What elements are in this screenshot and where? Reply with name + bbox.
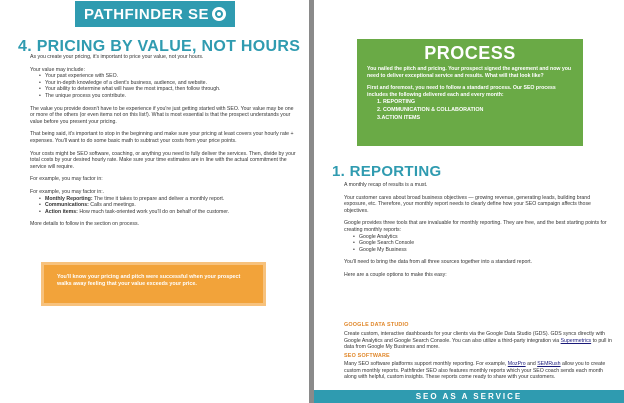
paragraph: Your customer cares about broad business objectives — growing revenue, generating leads, building brand exposure, etc. Therefore, your monthly report needs to clearly define how your SEO campaign affects those objectives. bbox=[344, 194, 591, 214]
factor-label: Communications: bbox=[45, 202, 89, 209]
semrush-link[interactable]: SEMRush bbox=[537, 361, 561, 367]
list-item: • Your in-depth knowledge of a client's business, audience, and website. bbox=[38, 80, 298, 87]
value-intro: Your value may include: bbox=[30, 66, 85, 73]
list-item: • Google My Business bbox=[352, 247, 612, 254]
factor-text: How much task-oriented work you'll do on behalf of the customer. bbox=[79, 208, 230, 215]
gds-text-b: to pull in data from Google My Business and more. bbox=[344, 337, 612, 351]
list-item bbox=[38, 209, 298, 216]
list-item: • Google Search Console bbox=[352, 240, 612, 247]
factor-label: Monthly Reporting: bbox=[45, 195, 93, 202]
paragraph: Your costs might be SEO software, coaching, or anything you need to fully deliver the services. Then, divide by your total costs by your desired hourly rate. Make sure your time estimates are in line with the actual commitment the service will require. bbox=[30, 150, 296, 170]
list-item bbox=[38, 196, 298, 203]
factor-list bbox=[38, 196, 298, 216]
paragraph: For example, you may factor in:. bbox=[30, 188, 105, 195]
process-box bbox=[357, 39, 583, 146]
right-page bbox=[314, 0, 624, 403]
supermetrics-link[interactable]: Supermetrics bbox=[560, 337, 592, 344]
seo-software-heading: SEO SOFTWARE bbox=[344, 353, 390, 359]
process-list bbox=[377, 99, 573, 122]
seo-software-text bbox=[344, 361, 612, 381]
factor-text: Calls and meetings. bbox=[90, 202, 136, 209]
process-item: 3.ACTION ITEMS bbox=[377, 114, 421, 121]
pathfinder-seo-banner bbox=[75, 1, 235, 27]
list-item: • Your ability to determine what will have the most impact, then follow through. bbox=[38, 86, 298, 93]
factor-text: The time it takes to prepare and deliver a monthly report. bbox=[93, 195, 225, 202]
seo-text-a: Many SEO software platforms support monthly reporting. For example, bbox=[344, 361, 508, 367]
footer-banner: SEO AS A SERVICE bbox=[314, 390, 624, 403]
logo-o-icon bbox=[212, 7, 226, 21]
paragraph: A monthly recap of results is a must. bbox=[344, 182, 428, 188]
list-item: • Google Analytics bbox=[352, 234, 612, 241]
value-list bbox=[38, 73, 298, 99]
pricing-heading: 4. PRICING BY VALUE, NOT HOURS bbox=[18, 38, 301, 55]
list-item: • Your past experience with SEO. bbox=[38, 73, 298, 80]
process-item: 2. COMMUNICATION & COLLABORATION bbox=[377, 106, 484, 113]
left-page bbox=[0, 0, 309, 403]
paragraph: More details to follow in the section on process. bbox=[30, 221, 139, 228]
mozpro-link[interactable]: MozPro bbox=[507, 361, 526, 367]
gds-text bbox=[344, 331, 612, 351]
process-item: 1. REPORTING bbox=[377, 99, 416, 106]
gds-heading: GOOGLE DATA STUDIO bbox=[344, 322, 409, 328]
process-text: First and foremost, you need to follow a standard process. Our SEO process includes the following delivered each and every month: bbox=[367, 85, 556, 98]
seo-text-b: and bbox=[525, 361, 538, 367]
paragraph: For example, you may factor in: bbox=[30, 176, 103, 183]
pricing-callout: You'll know your pricing and pitch were successful when your prospect walks away feeling that your value exceeds your price. bbox=[41, 262, 266, 306]
paragraph: That being said, it's important to stop in the beginning and make sure your pricing at least covers your hourly rate + expenses. You'll want to do some basic math to subtract your costs from your price points. bbox=[30, 131, 294, 144]
banner-text: PATHFINDER SE bbox=[83, 5, 210, 23]
paragraph: You'll need to bring the data from all three sources together into a standard report. bbox=[344, 259, 532, 266]
pricing-body bbox=[30, 54, 298, 228]
intro-text: As you create your pricing, it's important to price your value, not your hours. bbox=[30, 54, 204, 60]
process-title: PROCESS bbox=[424, 43, 516, 63]
seo-text-c: allow you to create custom monthly reports. Pathfinder SEO also features monthly reports which your SEO coach sends each month along with helpful, custom insights. These reports come ready to share with your customers. bbox=[344, 361, 606, 381]
gds-text-a: Create custom, interactive dashboards for your clients via the Google Data Studio (GDS). GDS syncs directly with Google Analytics and Google Search Console. You can also utilize a third-party integration via bbox=[344, 331, 605, 344]
tools-list bbox=[352, 234, 612, 254]
paragraph: Google provides three tools that are invaluable for monthly reporting. They are free, and the best starting points for creating monthly reports: bbox=[344, 220, 607, 233]
reporting-body bbox=[344, 182, 612, 279]
list-item: • The unique process you contribute. bbox=[38, 93, 298, 100]
process-text: You nailed the pitch and pricing. Your prospect signed the agreement and now you need to deliver exceptional service and results. What will that look like? bbox=[367, 66, 572, 79]
list-item bbox=[38, 202, 298, 209]
reporting-heading: 1. REPORTING bbox=[332, 163, 442, 180]
factor-label: Action items: bbox=[45, 208, 78, 215]
paragraph: Here are a couple options to make this easy: bbox=[344, 271, 447, 278]
paragraph: The value you provide doesn't have to be experience if you're just getting started with SEO. Your value may be one or more of the others (or even items not on this list!). What is most essential is that the prospect understands your value before you present your pricing. bbox=[30, 105, 294, 125]
